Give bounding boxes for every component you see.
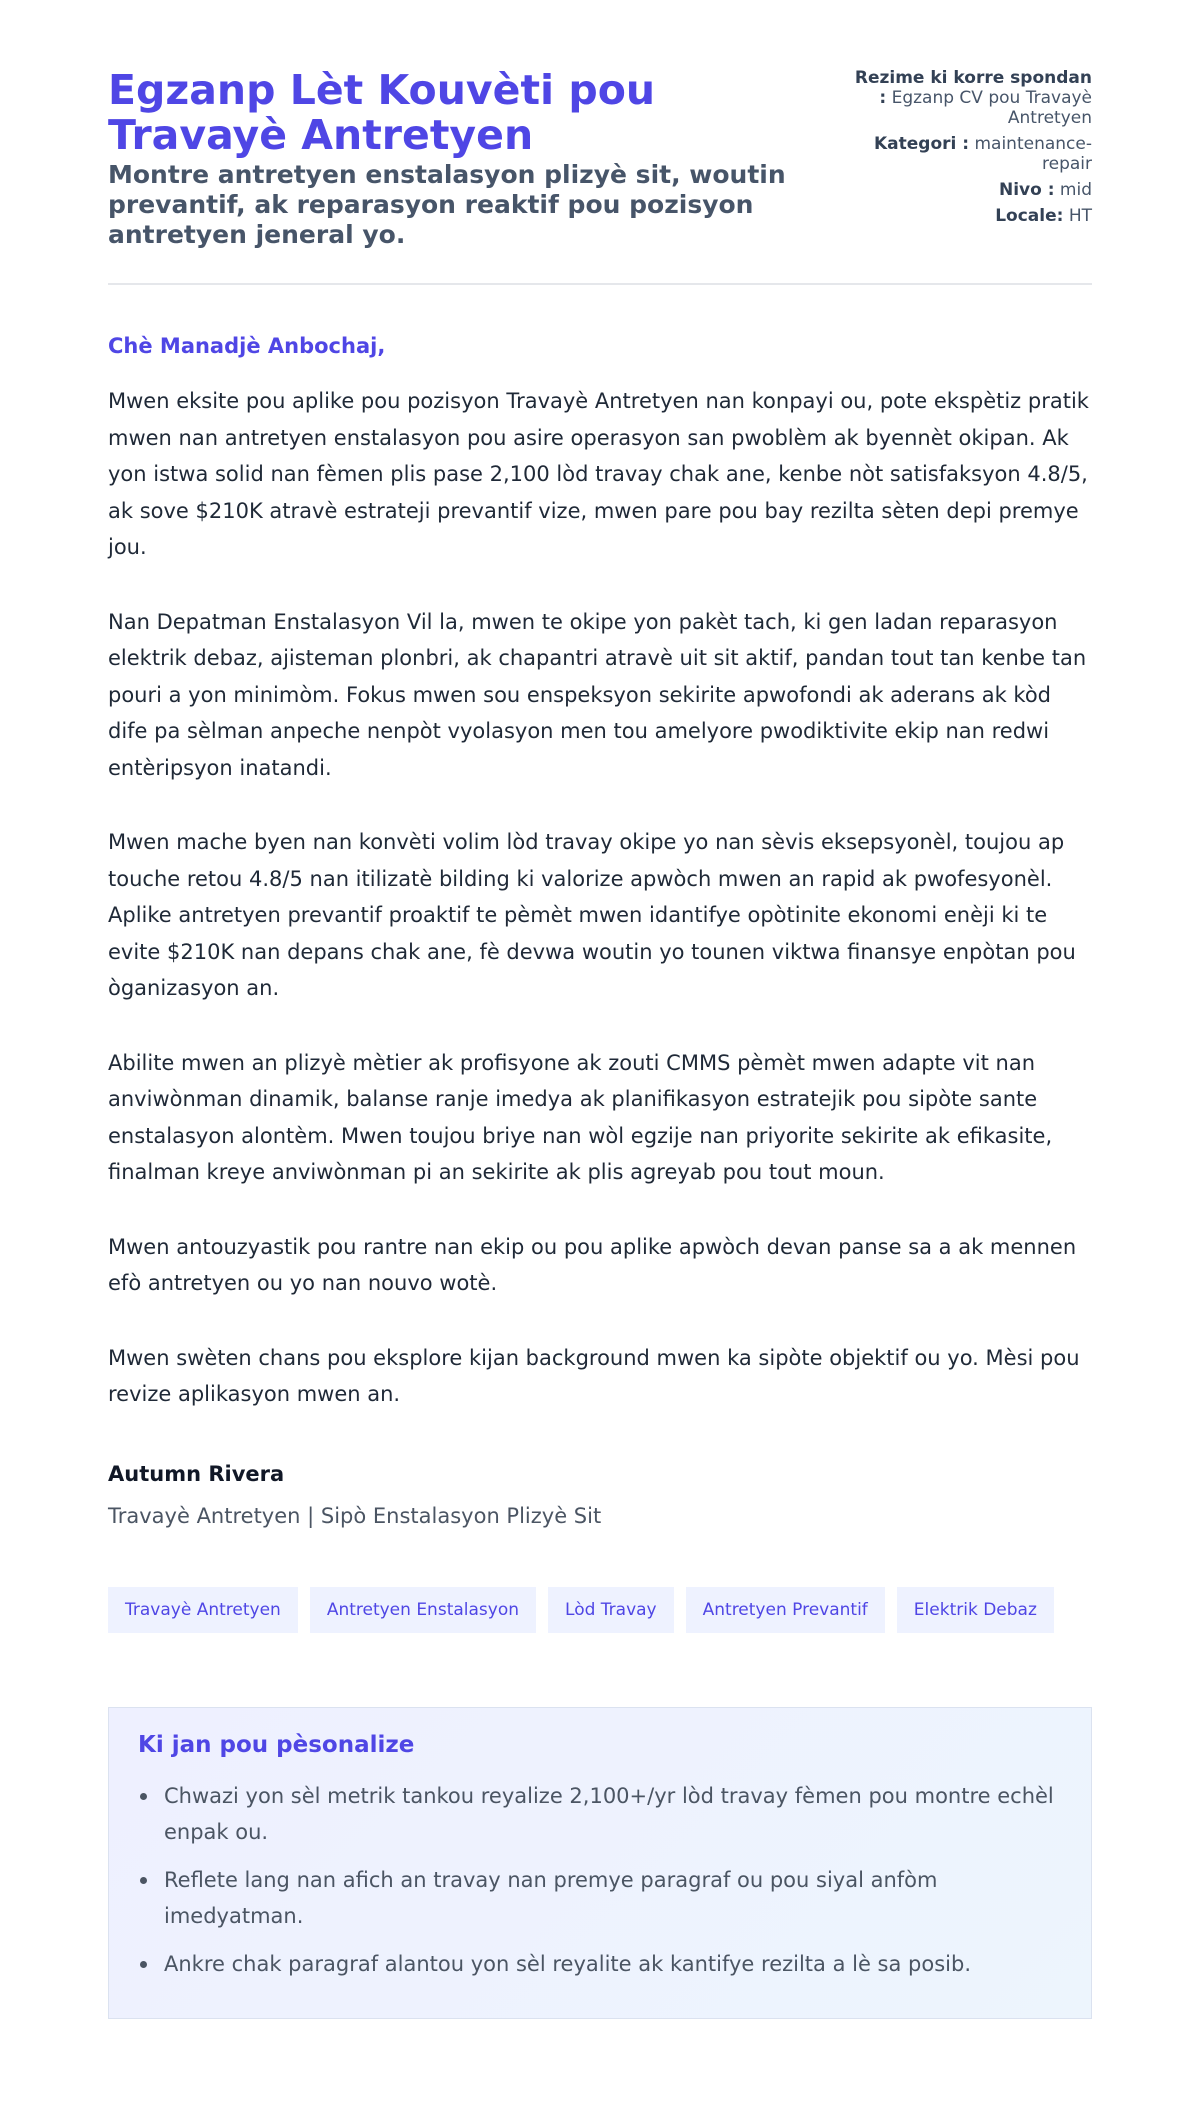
tips-title: Ki jan pou pèsonalize (138, 1731, 415, 1758)
page-title: Egzanp Lèt Kouvèti pou Travayè Antretyen (108, 66, 656, 159)
meta-locale-label: Locale: (995, 206, 1064, 226)
letter-paragraph: Nan Depatman Enstalasyon Vil la, mwen te okipe yon pakèt tach, ki gen ladan reparasyon elektrik debaz, ajisteman plonbri, ak chapantri atravè uit sit aktif, pandan tout tan kenbe tan pouri a yon minimòm. Fokus mwen sou enspeksyon sekirite apwofondi ak aderans ak kòd dife pa sèlman anpeche nenpòt vyolasyon men tou amelyore pwodiktivite ekip nan redwi entèripsyon inatandi. (108, 609, 1087, 780)
tip-item: Chwazi yon sèl metrik tankou reyalize 2,100+/yr lòd travay fèmen pou montre echèl enpak ou. (138, 1778, 1062, 1850)
meta-resume-label: Rezime ki korre spondan : (854, 68, 1092, 108)
letter-body (108, 383, 1092, 1413)
meta-locale (845, 206, 1092, 226)
signature-name: Autumn Rivera (108, 1461, 285, 1486)
meta-level (845, 180, 1092, 200)
meta-category-value: maintenance-repair (974, 134, 1092, 174)
header-divider (108, 283, 1092, 285)
page-header (108, 68, 1092, 250)
letter-paragraph: Abilite mwen an plizyè mètier ak profisyone ak zouti CMMS pèmèt mwen adapte vit nan anviwònman dinamik, balanse ranje imedya ak planifikasyon estratejik pou sipòte sante enstalasyon alontèm. Mwen toujou briye nan wòl egzije nan priyorite sekirite ak efikasite, finalman kreye anviwònman pi an sekirite ak plis agreyab pou tout moun. (108, 1050, 1053, 1184)
skill-tags (108, 1587, 1092, 1633)
letter-salutation: Chè Manadjè Anbochaj, (108, 334, 386, 358)
meta-level-label: Nivo : (998, 180, 1055, 200)
meta-panel (845, 68, 1092, 232)
letter-paragraph: Mwen mache byen nan konvèti volim lòd travay okipe yo nan sèvis eksepsyonèl, toujou ap touche retou 4.8/5 nan itilizatè bilding ki valorize apwòch mwen an rapid ak pwofesyonèl. Aplike antretyen prevantif proaktif te pèmèt mwen idantifye opòtinite ekonomi enèji ki te evite $210K nan depans chak ane, fè devwa woutin yo tounen viktwa finansye enpòtan pou òganizasyon an. (108, 830, 1076, 1000)
tips-list (138, 1778, 1062, 1982)
meta-resume (845, 68, 1092, 128)
tag-chip[interactable]: Antretyen Prevantif (686, 1587, 885, 1633)
meta-resume-value[interactable]: Egzanp CV pou Travayè Antretyen (891, 88, 1092, 128)
letter-paragraph: Mwen swèten chans pou eksplore kijan background mwen ka sipòte objektif ou yo. Mèsi pou revize aplikasyon mwen an. (108, 1345, 1080, 1406)
letter-paragraph: Mwen eksite pou aplike pou pozisyon Travayè Antretyen nan konpayi ou, pote ekspètiz pratik mwen nan antretyen enstalasyon pou asire operasyon san pwoblèm ak byennèt okipan. Ak yon istwa solid nan fèmen plis pase 2,100 lòd travay chak ane, kenbe nòt satisfaksyon 4.8/5, ak sove $210K atravè estrateji prevantif vize, mwen pare pou bay rezilta sèten depi premye jou. (108, 389, 1089, 559)
tag-chip[interactable]: Travayè Antretyen (108, 1587, 298, 1633)
page-subtitle: Montre antretyen enstalasyon plizyè sit, woutin prevantif, ak reparasyon reaktif pou pozisyon antretyen jeneral yo. (108, 160, 786, 249)
header-titles (108, 68, 845, 250)
tag-chip[interactable]: Antretyen Enstalasyon (310, 1587, 536, 1633)
signature-role: Travayè Antretyen | Sipò Enstalasyon Plizyè Sit (108, 1503, 602, 1528)
letter-paragraph: Mwen antouzyastik pou rantre nan ekip ou pou aplike apwòch devan panse sa a ak mennen efò antretyen ou yo nan nouvo wotè. (108, 1234, 1077, 1295)
meta-locale-value: HT (1068, 206, 1092, 226)
tip-item: Ankre chak paragraf alantou yon sèl reyalite ak kantifye rezilta a lè sa posib. (138, 1946, 1062, 1982)
tip-item: Reflete lang nan afich an travay nan premye paragraf ou pou siyal anfòm imedyatman. (138, 1862, 1062, 1934)
tag-chip[interactable]: Lòd Travay (548, 1587, 674, 1633)
meta-category-label: Kategori : (874, 134, 970, 154)
meta-level-value: mid (1059, 180, 1092, 200)
customization-tips-box (108, 1707, 1092, 2019)
meta-category (845, 134, 1092, 174)
tag-chip[interactable]: Elektrik Debaz (897, 1587, 1054, 1633)
